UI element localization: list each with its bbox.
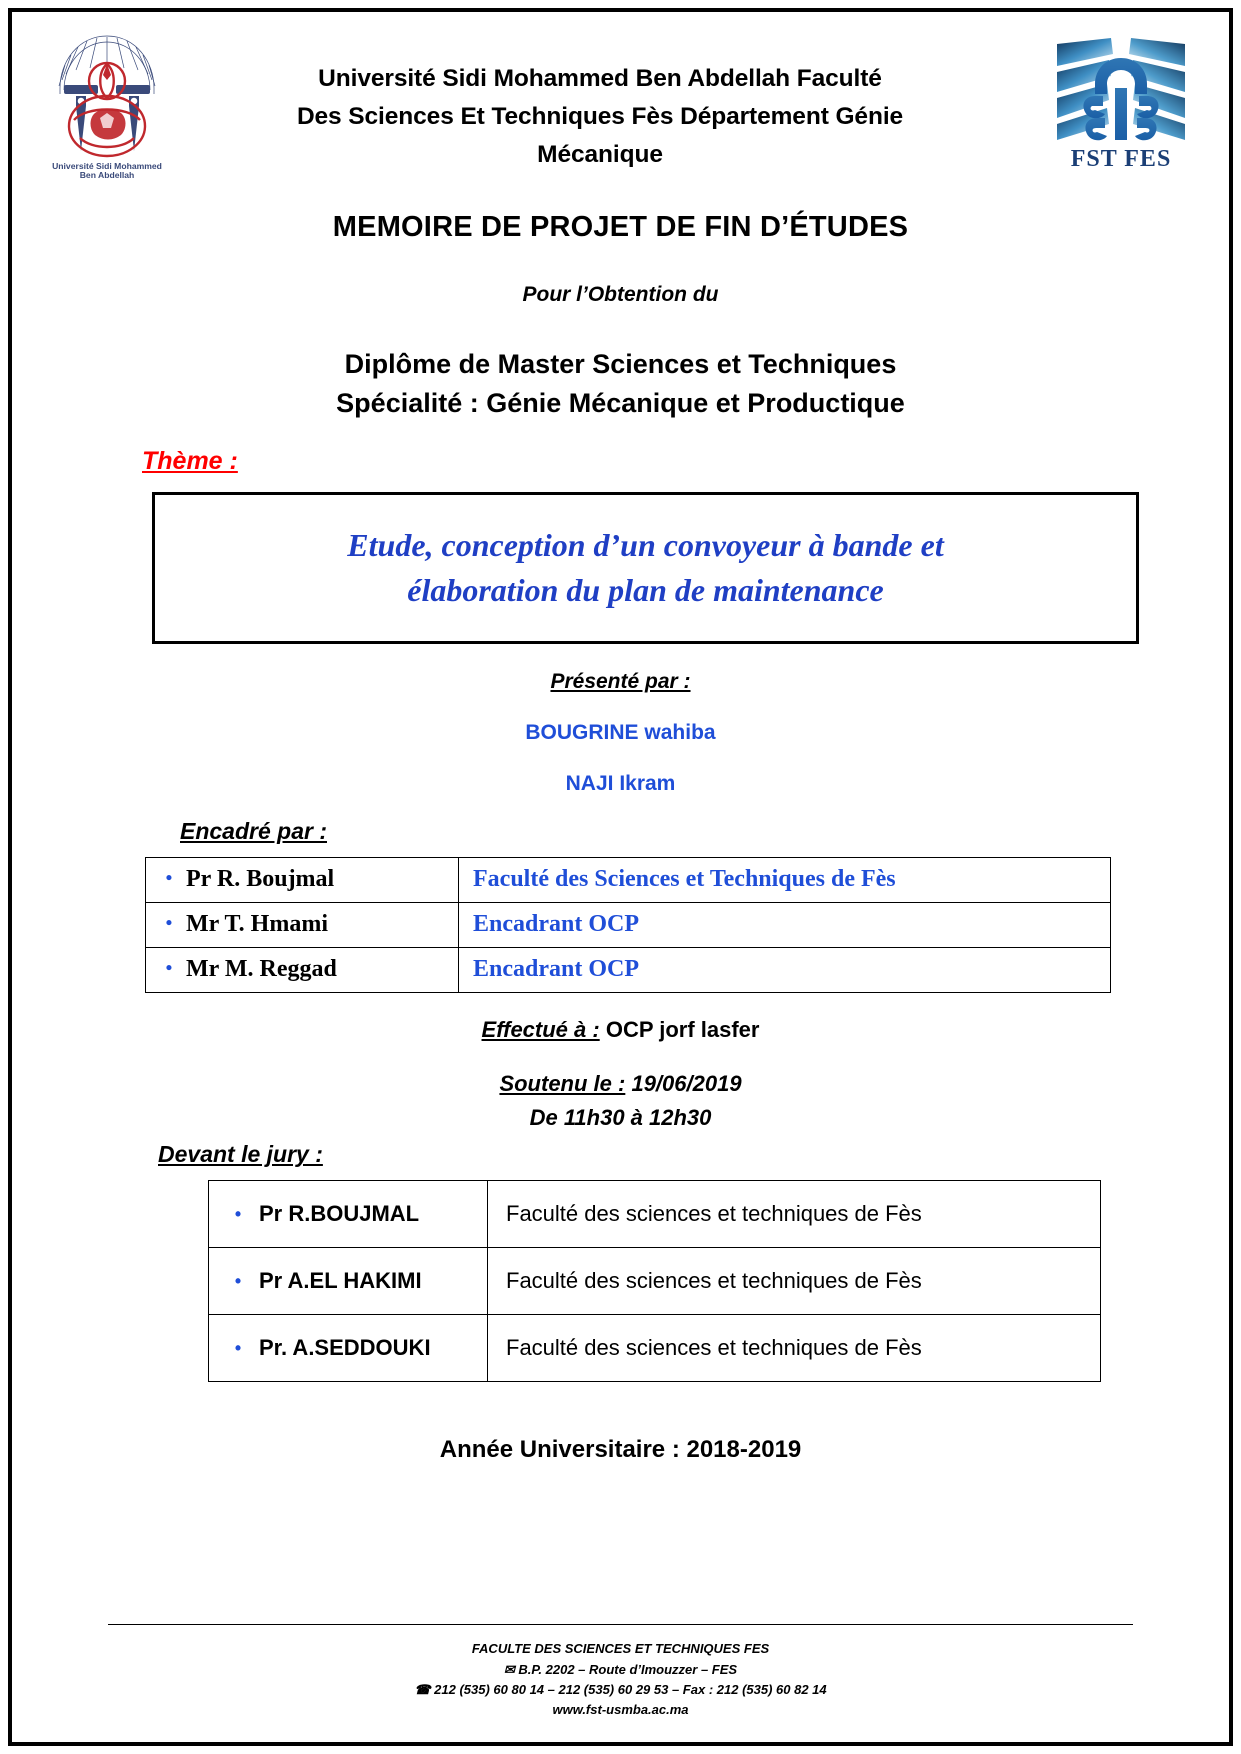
diploma-title	[40, 345, 1201, 423]
document-main-title: MEMOIRE DE PROJET DE FIN D’ÉTUDES	[332, 211, 909, 243]
academic-year: Année Universitaire : 2018-2019	[439, 1436, 802, 1464]
defense-time: De 11h30 à 12h30	[529, 1105, 712, 1131]
presented-by-label-text: Présenté par :	[550, 670, 691, 694]
table-row	[146, 858, 1111, 903]
table-row	[209, 1248, 1101, 1315]
theme-label: Thème :	[142, 447, 238, 476]
bullet-icon: •	[165, 913, 173, 935]
supervised-by-label: Encadré par :	[180, 818, 327, 845]
supervisor-name-cell	[146, 948, 459, 993]
internship-location-value: OCP jorf lasfer	[605, 1017, 760, 1043]
theme-title-line-2: élaboration du plan de maintenance	[407, 572, 884, 609]
internship-location-line	[40, 1017, 1201, 1043]
jury-affiliation-cell	[488, 1315, 1101, 1382]
defense-date-line	[40, 1071, 1201, 1097]
jury-label: Devant le jury :	[158, 1141, 323, 1168]
supervisor-affiliation: Encadrant OCP	[473, 955, 640, 982]
header-title-line-2: Des Sciences Et Techniques Fès Département Génie	[296, 102, 904, 130]
subtitle-pour-obtention: Pour l’Obtention du	[522, 283, 719, 306]
header-title-line-3: Mécanique	[537, 140, 663, 168]
theme-box	[152, 492, 1139, 644]
header-university-title	[230, 60, 970, 174]
defense-date-value: 19/06/2019	[631, 1071, 742, 1097]
jury-affiliation-cell	[488, 1248, 1101, 1315]
supervisors-table	[145, 857, 1111, 993]
footer-divider	[108, 1624, 1133, 1625]
footer-faculty-name: FACULTE DES SCIENCES ET TECHNIQUES FES	[471, 1641, 770, 1657]
university-logo-caption-line1: Université Sidi Mohammed	[52, 161, 162, 171]
jury-member-name: Pr R.BOUJMAL	[259, 1201, 420, 1227]
table-row	[209, 1315, 1101, 1382]
fst-fes-logo-caption: FST FES	[1070, 146, 1172, 172]
diploma-line-2: Spécialité : Génie Mécanique et Productique	[336, 388, 905, 419]
document-header	[40, 22, 1201, 187]
table-row	[209, 1181, 1101, 1248]
footer-address-text: B.P. 2202 – Route d’Imouzzer – FES	[518, 1661, 738, 1677]
jury-affiliation-cell	[488, 1181, 1101, 1248]
footer-address-line	[40, 1660, 1201, 1680]
jury-member-name: Pr A.EL HAKIMI	[259, 1268, 422, 1294]
supervisor-name-cell	[146, 903, 459, 948]
bullet-icon: •	[234, 1203, 242, 1224]
header-title-line-1: Université Sidi Mohammed Ben Abdellah Faculté	[318, 65, 882, 92]
supervisor-affiliation-cell	[459, 948, 1111, 993]
supervisor-affiliation-cell	[459, 903, 1111, 948]
supervisor-name-cell	[146, 858, 459, 903]
student-name-2: NAJI Ikram	[565, 772, 676, 796]
telephone-icon: ☎	[414, 1681, 431, 1697]
diploma-line-1: Diplôme de Master Sciences et Techniques	[344, 349, 897, 379]
supervisor-name: Mr M. Reggad	[186, 955, 337, 982]
jury-member-affiliation: Faculté des sciences et techniques de Fès	[506, 1268, 922, 1294]
footer-phone-line	[40, 1680, 1201, 1700]
envelope-icon: ✉	[503, 1661, 515, 1677]
jury-member-affiliation: Faculté des sciences et techniques de Fès	[506, 1335, 922, 1361]
jury-name-cell	[209, 1181, 488, 1248]
bullet-icon: •	[165, 958, 173, 980]
supervisor-name: Pr R. Boujmal	[186, 865, 335, 892]
jury-member-affiliation: Faculté des sciences et techniques de Fès	[506, 1201, 922, 1227]
footer-phone-text: 212 (535) 60 80 14 – 212 (535) 60 29 53 – Fax : 212 (535) 60 82 14	[434, 1681, 827, 1697]
supervisor-affiliation: Faculté des Sciences et Techniques de Fès	[473, 865, 896, 892]
bullet-icon: •	[234, 1270, 242, 1291]
table-row	[146, 948, 1111, 993]
jury-member-name: Pr. A.SEDDOUKI	[259, 1335, 431, 1361]
table-row	[146, 903, 1111, 948]
jury-table	[208, 1180, 1101, 1382]
university-logo-caption-line2: Ben Abdellah	[79, 170, 135, 180]
university-logo	[40, 28, 175, 183]
internship-location-label: Effectué à :	[481, 1017, 600, 1043]
defense-date-label: Soutenu le :	[499, 1071, 626, 1097]
presented-by-label	[40, 670, 1201, 694]
bullet-icon: •	[165, 868, 173, 890]
document-footer	[40, 1624, 1201, 1720]
supervisor-affiliation-cell	[459, 858, 1111, 903]
supervisor-name: Mr T. Hmami	[186, 910, 328, 937]
theme-title-line-1: Etude, conception d’un convoyeur à bande et	[347, 526, 944, 563]
supervisor-affiliation: Encadrant OCP	[473, 910, 640, 937]
jury-name-cell	[209, 1315, 488, 1382]
theme-title	[319, 513, 971, 624]
jury-name-cell	[209, 1248, 488, 1315]
student-name-1: BOUGRINE wahiba	[525, 721, 716, 745]
bullet-icon: •	[234, 1337, 242, 1358]
fst-fes-logo	[1051, 32, 1191, 177]
footer-website: www.fst-usmba.ac.ma	[552, 1701, 689, 1717]
